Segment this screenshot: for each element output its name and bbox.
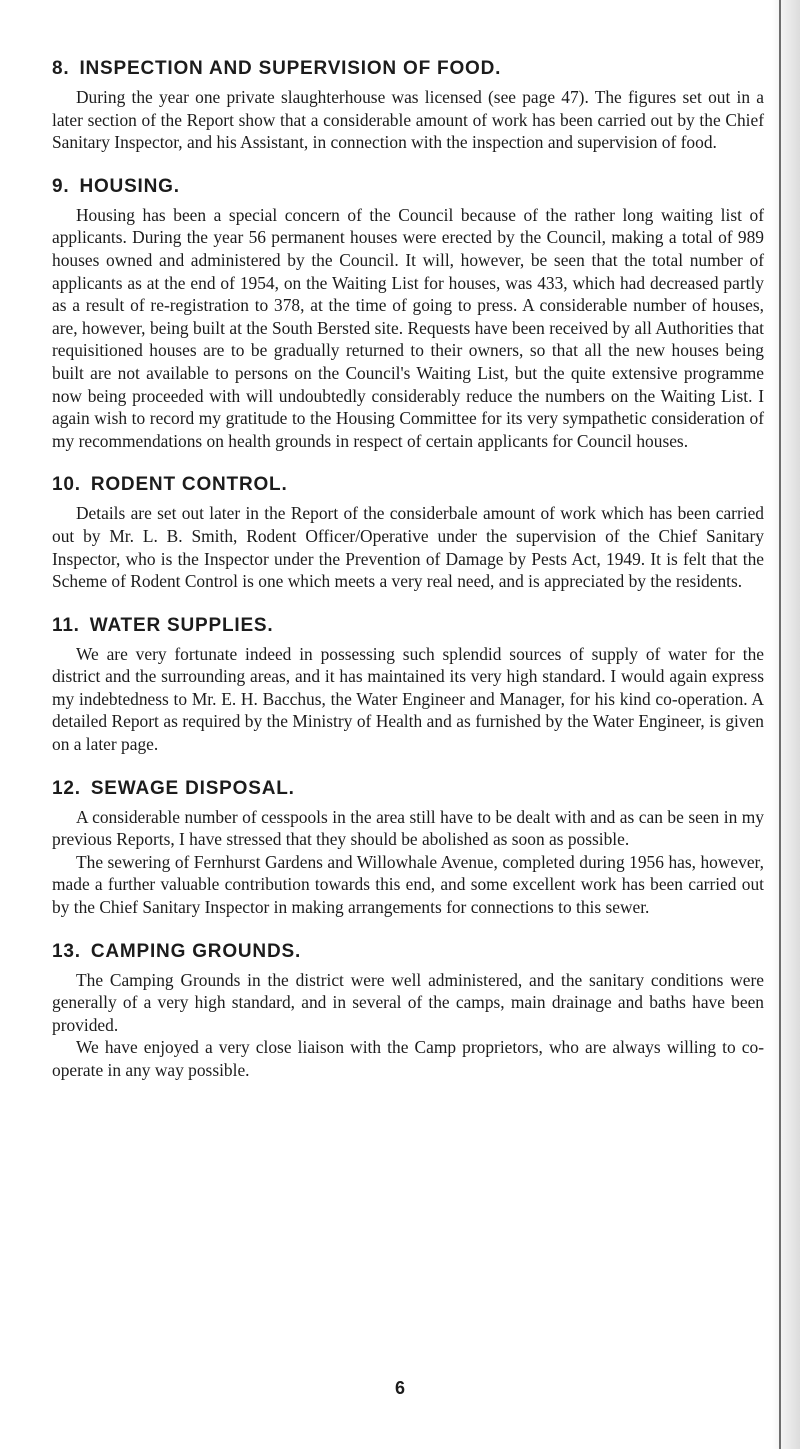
section-paragraph: The Camping Grounds in the district were well administered, and the sanitary conditions were generally of a very high standard, and in several of the camps, main drainage and baths have been provided. bbox=[52, 969, 764, 1035]
document-page bbox=[52, 58, 764, 1104]
section-title: SEWAGE DISPOSAL. bbox=[90, 777, 295, 799]
section-paragraph: We are very fortunate indeed in possessing such splendid sources of supply of water for the district and the surrounding areas, and it has maintained its very high standard. I would again express my indebtedness to Mr. E. H. Bacchus, the Water Engineer and Manager, for his kind co-operation. A detailed Report as required by the Ministry of Health and as furnished by the Water Engineer, is given on a later page. bbox=[52, 643, 764, 755]
section-title: INSPECTION AND SUPERVISION OF FOOD. bbox=[79, 58, 502, 79]
section-number: 9. bbox=[52, 175, 70, 197]
section-paragraph: A considerable number of cesspools in the area still have to be dealt with and as can be seen in my previous Reports, I have stressed that they should be abolished as soon as possible. bbox=[52, 806, 764, 850]
section-paragraph: The sewering of Fernhurst Gardens and Willowhale Avenue, completed during 1956 has, however, made a further valuable contribution towards this end, and some excellent work has been carried out by the Chief Sanitary Inspector in making arrangements for connections to this sewer. bbox=[52, 851, 764, 918]
section-heading bbox=[52, 176, 764, 198]
section-housing bbox=[52, 176, 764, 453]
section-title: WATER SUPPLIES. bbox=[89, 614, 274, 636]
section-number: 8. bbox=[52, 58, 70, 79]
section-heading bbox=[52, 778, 764, 800]
section-paragraph: Housing has been a special concern of the Council because of the rather long waiting list of applicants. During the year 56 permanent houses were erected by the Council, making a total of 989 houses owned and administered by the Council. It will, however, be seen that the total number of applicants as at the end of 1954, on the Waiting List for houses, was 433, which had decreased partly as a result of re-registration to 378, at the time of going to press. A considerable number of houses, are, however, being built at the South Bersted site. Requests have been received by all Authorities that requisitioned houses are to be gradually returned to their owners, so that all the new houses being built are not available to persons on the Council's Waiting List, but the quite extensive programme now being proceeded with will undoubtedly considerably reduce the numbers on the Waiting List. I again wish to record my gratitude to the Housing Committee for its very sympathetic consideration of my recommendations on health grounds in respect of certain applicants for Council houses. bbox=[52, 204, 764, 451]
page-edge-shadow bbox=[772, 0, 800, 1449]
section-heading bbox=[52, 474, 764, 496]
section-paragraph: During the year one private slaughterhouse was licensed (see page 47). The figures set out in a later section of the Report show that a considerable amount of work has been carried out by the Chief Sanitary Inspector, and his Assistant, in connection with the inspection and supervision of food. bbox=[52, 87, 764, 153]
section-heading bbox=[52, 941, 764, 963]
section-sewage-disposal bbox=[52, 778, 764, 919]
section-title: RODENT CONTROL. bbox=[90, 474, 288, 496]
page-edge-line bbox=[779, 0, 781, 1449]
section-camping-grounds bbox=[52, 941, 764, 1082]
section-heading bbox=[52, 615, 764, 637]
section-number: 11. bbox=[52, 614, 80, 636]
section-paragraph: Details are set out later in the Report of the considerbale amount of work which has been carried out by Mr. L. B. Smith, Rodent Officer/Operative under the supervision of the Chief Sanitary Inspector, who is the Inspector under the Prevention of Damage by Pests Act, 1949. It is felt that the Scheme of Rodent Control is one which meets a very real need, and is appreciated by the residents. bbox=[52, 503, 764, 592]
section-rodent-control bbox=[52, 474, 764, 592]
section-water-supplies bbox=[52, 615, 764, 756]
section-title: HOUSING. bbox=[79, 175, 180, 197]
section-title: CAMPING GROUNDS. bbox=[90, 940, 302, 962]
section-paragraph: We have enjoyed a very close liaison with the Camp proprietors, who are always willing to co-operate in any way possible. bbox=[52, 1037, 764, 1080]
section-number: 13. bbox=[52, 940, 81, 962]
section-number: 12. bbox=[52, 777, 81, 799]
page-number: 6 bbox=[394, 1378, 405, 1398]
section-number: 10. bbox=[52, 474, 81, 496]
section-food-inspection bbox=[52, 58, 764, 154]
section-heading bbox=[52, 58, 764, 80]
